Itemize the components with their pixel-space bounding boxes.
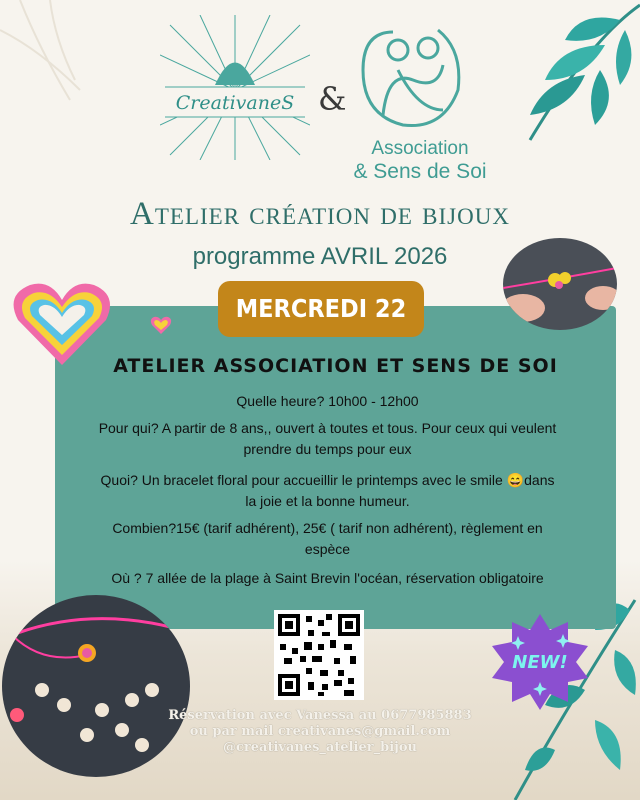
qr-code[interactable]: [274, 610, 364, 700]
contact-email[interactable]: ou par mail creativanes@gmail.com: [189, 724, 451, 739]
info-time: Quelle heure? 10h00 - 12h00: [236, 393, 419, 409]
association-name-line1: Association: [371, 138, 469, 159]
contact-phone: Réservation avec Vanessa au 0677985883: [168, 708, 472, 723]
info-activity: Quoi? Un bracelet floral pour accueillir le printemps avec le smile 😄dans la joie et la bonne humeur.: [100, 472, 555, 509]
date-badge: MERCREDI 22: [218, 281, 424, 337]
svg-text:NEW!: NEW!: [512, 652, 568, 673]
plant-decoration-icon: [0, 0, 110, 110]
page-subtitle: programme AVRIL 2026: [192, 243, 448, 270]
creativanes-logo: [160, 15, 310, 160]
info-price: Combien?15€ (tarif adhérent), 25€ ( tarif non adhérent), règlement en espèce: [112, 520, 543, 557]
svg-text:CreativaneS: CreativaneS: [175, 92, 295, 114]
ampersand-text: &: [318, 80, 347, 118]
page-title: Atelier création de bijoux: [130, 196, 510, 232]
bracelet-photo: [503, 238, 617, 330]
info-location: Où ? 7 allée de la plage à Saint Brevin l'océan, réservation obligatoire: [111, 570, 544, 586]
info-audience: Pour qui? A partir de 8 ans,, ouvert à toutes et tous. Pour ceux qui veulent prendre du temps pour eux: [98, 420, 557, 457]
activity-title: ATELIER ASSOCIATION ET SENS DE SOI: [113, 355, 558, 377]
new-badge-icon: [488, 612, 593, 712]
association-logo-icon: [358, 20, 468, 130]
contact-instagram[interactable]: @creativanes_atelier_bijou: [223, 740, 417, 755]
association-name-line2: & Sens de Soi: [353, 160, 487, 183]
small-heart-icon: [150, 315, 172, 335]
leaf-decoration-icon: [470, 0, 640, 150]
